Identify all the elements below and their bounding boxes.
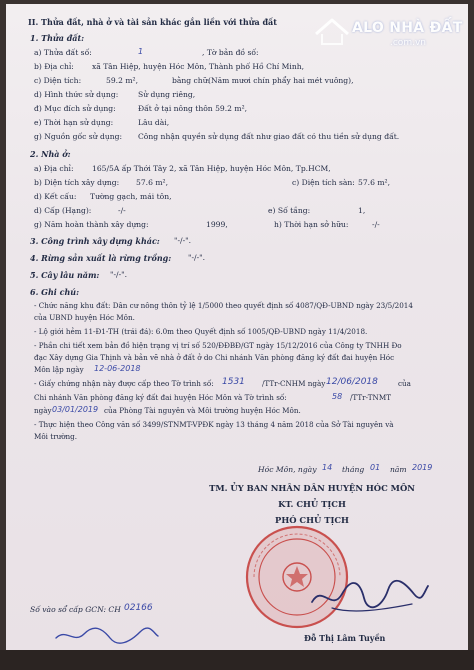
role-pho-chu-tich: PHÓ CHỦ TỊCH (275, 515, 349, 525)
submission-date: 12/06/2018 (326, 377, 378, 387)
signer-name: Đỗ Thị Lâm Tuyền (304, 633, 386, 643)
date-day: 14 (322, 463, 333, 472)
photo-bottom-edge (0, 650, 474, 670)
note-line: đạc Xây dựng Gia Thịnh và bản vẽ nhà ở đất ở do Chi nhánh Văn phòng đăng ký đất đai huyện Hóc (34, 353, 395, 362)
house-heading: 2. Nhà ở: (30, 149, 71, 159)
build-area-label: b) Diện tích xây dựng: (34, 178, 120, 187)
branch-line: Chi nhánh Văn phòng đăng ký đất đai huyện Hóc Môn và Tờ trình số: (34, 393, 287, 402)
authority-title: TM. ỦY BAN NHÂN DÂN HUYỆN HÓC MÔN (209, 483, 415, 493)
land-area-words-label: bằng chữ: (172, 76, 211, 85)
measure-date: 12-06-2018 (94, 364, 141, 373)
tnmt-date: 03/01/2019 (52, 405, 99, 414)
year-label: g) Năm hoàn thành xây dựng: (34, 220, 149, 229)
tnmt-no: 58 (332, 392, 343, 401)
section-title: II. Thửa đất, nhà ở và tài sản khác gắn liền với thửa đất (28, 17, 277, 27)
dispatch-line: - Thực hiện theo Công văn số 3499/STNMT-VPĐK ngày 13 tháng 4 năm 2018 của Sở Tài nguyên và (34, 420, 394, 429)
land-area-value: 59.2 m², (106, 76, 138, 85)
date-month: 01 (370, 463, 381, 472)
watermark-domain: .com.vn (390, 38, 426, 48)
perennial-value: "-/-". (110, 270, 128, 279)
dispatch-line-2: Môi trường. (34, 432, 78, 441)
grade-label: d) Cấp (Hạng): (34, 206, 92, 215)
month-prefix: tháng (342, 465, 365, 474)
floor-area-label: c) Diện tích sàn: (292, 178, 355, 187)
note-line: - Phần chi tiết xem bản đồ hiện trạng vị trí số 520/ĐĐBĐ/GT ngày 15/12/2016 của Công ty TNHH Đo (34, 341, 402, 350)
land-address-value: xã Tân Hiệp, huyện Hóc Môn, Thành phố Hồ Chí Minh, (92, 62, 305, 71)
tnmt-date-prefix: ngày (34, 406, 52, 415)
floors-value: 1, (358, 206, 366, 215)
year-prefix: năm (390, 465, 407, 474)
plot-no-value: 1 (138, 47, 144, 56)
build-area-value: 57.6 m², (136, 178, 168, 187)
forest-label: 4. Rừng sản xuất là rừng trồng: (30, 253, 172, 263)
submission-no: 1531 (222, 377, 245, 387)
purpose-value: Đất ở tại nông thôn 59.2 m², (138, 104, 248, 113)
own-term-value: -/- (372, 220, 380, 229)
use-form-label: d) Hình thức sử dụng: (34, 90, 119, 99)
floor-area-value: 57.6 m², (358, 178, 390, 187)
note-line: - Chức năng khu đất: Dân cư nông thôn tỷ lệ 1/5000 theo quyết định số 4087/QĐ-UBND ngày 23/5/2014 (34, 301, 413, 310)
plot-no-label: a) Thửa đất số: (34, 48, 92, 57)
watermark-brand: ALO NHÀ ĐẤT (352, 20, 463, 36)
other-works-label: 3. Công trình xây dựng khác: (30, 236, 160, 246)
grade-value: -/- (118, 206, 126, 215)
purpose-label: đ) Mục đích sử dụng: (34, 104, 116, 113)
submission-mid: /TTr-CNHM ngày (262, 379, 326, 388)
handwritten-mark-icon (52, 624, 162, 646)
floors-label: e) Số tầng: (268, 206, 311, 215)
other-works-value: "-/-". (174, 236, 192, 245)
use-form-value: Sử dụng riêng, (138, 90, 196, 99)
certificate-page (6, 4, 468, 650)
date-year: 2019 (412, 463, 433, 472)
signature-icon (302, 564, 432, 624)
house-address-label: a) Địa chỉ: (34, 164, 74, 173)
land-area-words-value: (Năm mươi chín phẩy hai mét vuông), (208, 76, 354, 85)
tnmt-date-suffix: của Phòng Tài nguyên và Môi trường huyện Hóc Môn. (104, 406, 301, 415)
note-line: của UBND huyện Hóc Môn. (34, 313, 135, 322)
watermark-logo (314, 10, 464, 56)
origin-label: g) Nguồn gốc sử dụng: (34, 132, 123, 141)
forest-value: "-/-". (188, 253, 206, 262)
term-value: Lâu dài, (138, 118, 170, 127)
registry-label: Số vào sổ cấp GCN: CH (30, 605, 121, 614)
land-area-label: c) Diện tích: (34, 76, 82, 85)
submission-prefix: - Giấy chứng nhận này được cấp theo Tờ trình số: (34, 379, 214, 388)
origin-value: Công nhận quyền sử dụng đất như giao đất có thu tiền sử dụng đất. (138, 132, 400, 141)
year-value: 1999, (206, 220, 228, 229)
land-address-label: b) Địa chỉ: (34, 62, 74, 71)
house-roof-icon (314, 16, 350, 46)
land-heading: 1. Thửa đất: (30, 33, 85, 43)
role-kt-chu-tich: KT. CHỦ TỊCH (278, 499, 346, 509)
house-address-value: 165/5A ấp Thới Tây 2, xã Tân Hiệp, huyện Hóc Môn, Tp.HCM, (92, 164, 331, 173)
map-sheet-label: , Tờ bản đồ số: (202, 48, 259, 57)
notes-heading: 6. Ghi chú: (30, 287, 80, 297)
term-label: e) Thời hạn sử dụng: (34, 118, 114, 127)
submission-suffix: của (398, 379, 411, 388)
own-term-label: h) Thời hạn sở hữu: (274, 220, 349, 229)
place-prefix: Hóc Môn, ngày (258, 465, 317, 474)
perennial-label: 5. Cây lâu năm: (30, 270, 100, 280)
note-line: - Lộ giới hẻm 11-Đ1-TH (trái đá): 6.0m theo Quyết định số 1005/QĐ-UBND ngày 11/4/2018. (34, 327, 368, 336)
tnmt-suffix: /TTr-TNMT (350, 393, 391, 402)
structure-value: Tường gạch, mái tôn, (90, 192, 172, 201)
note-line: Môn lập ngày (34, 365, 84, 374)
registry-value: 02166 (124, 603, 153, 613)
structure-label: d) Kết cấu: (34, 192, 77, 201)
